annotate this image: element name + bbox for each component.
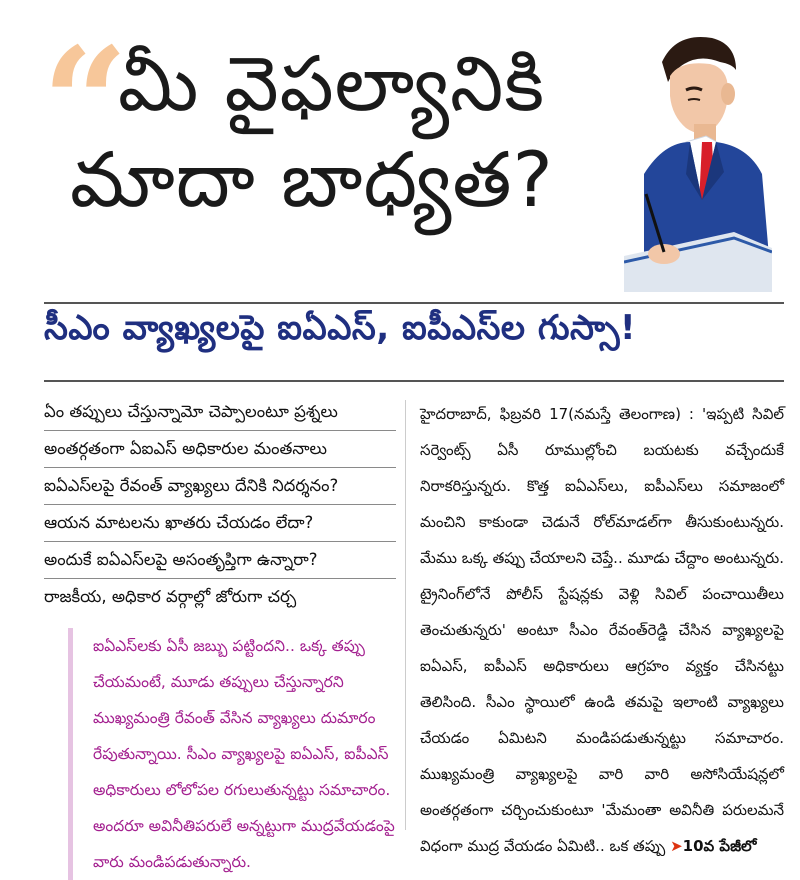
highlight-item: అంతర్గతంగా ఏఐఎస్ అధికారుల మంతనాలు bbox=[44, 431, 396, 468]
businessman-illustration bbox=[624, 24, 772, 292]
highlight-item: ఐఏఎస్‌లపై రేవంత్ వ్యాఖ్యలు దేనికి నిదర్శనం? bbox=[44, 468, 396, 505]
middle-divider bbox=[44, 380, 784, 382]
top-divider bbox=[44, 302, 784, 304]
continue-arrow-icon: ➤ bbox=[670, 837, 683, 855]
article-text: 'ఇప్పటి సివిల్ సర్వెంట్స్ ఏసీ రూముల్లోంచి బయటకు వచ్చేందుకే నిరాకరిస్తున్నరు. కొత్త ఐఏఎస్‌లు, ఐపీఎస్‌లు సమాజంలో మంచిని కాకుండా చెడునే రోల్‌మాడల్‌గా తీసుకుంటున్నరు. మేము ఒక్క తప్పు చేయాలని చెప్తే.. మూడు చేద్దాం అంటున్నరు. ట్రైనింగ్‌లోనే పోలీస్ స్టేషన్లకు వెళ్లి సివిల్ పంచాయితీలు తెంచుతున్నరు' అంటూ సీఎం రేవంత్‌రెడ్డి చేసిన వ్యాఖ్యలపై ఐఏఎస్, ఐపీఎస్ అధికారులు ఆగ్రహం వ్యక్తం చేసినట్టు తెలిసింది. సీఎం స్థాయిలో ఉండి తమపై ఇలాంటి వ్యాఖ్యలు చేయడం ఏమిటని మండిపడుతున్నట్టు సమాచారం. ముఖ్యమంత్రి వ్యాఖ్యలపై వారి వారి అసోసియేషన్లలో అంతర్గతంగా చర్చించుకుంటూ 'మేమంతా అవినీతి పరులమనే విధంగా ముద్ర వేయడం ఏమిటి.. ఒక తప్పు bbox=[420, 405, 784, 855]
quote-mark-icon: “ bbox=[42, 15, 129, 191]
dateline: హైదరాబాద్, ఫిబ్రవరి 17(నమస్తే తెలంగాణ) : bbox=[420, 405, 694, 423]
continued-reference bbox=[670, 837, 756, 855]
article-body bbox=[420, 396, 784, 864]
highlight-item: ఏం తప్పులు చేస్తున్నామో చెప్పాలంటూ ప్రశ్నలు bbox=[44, 394, 396, 431]
headline-line-1: మీ వైఫల్యానికి bbox=[118, 39, 546, 128]
headline-line-2: మాదా బాధ్యత? bbox=[70, 135, 554, 224]
continued-label: 10వ పేజీలో bbox=[682, 837, 757, 855]
column-divider bbox=[405, 400, 406, 830]
highlight-item: రాజకీయ, అధికార వర్గాల్లో జోరుగా చర్చ bbox=[44, 587, 297, 606]
highlight-list bbox=[44, 394, 396, 615]
headline bbox=[70, 36, 618, 228]
summary-paragraph: ఐఏఎస్‌లకు ఏసీ జబ్బు పట్టిందని.. ఒక్క తప్పు చేయమంటే, మూడు తప్పులు చేస్తున్నారని ముఖ్యమంత్రి రేవంత్ వేసిన వ్యాఖ్యలు దుమారం రేపుతున్నాయి. సీఎం వ్యాఖ్యలపై ఐఏఎస్, ఐపీఎస్ అధికారులు లోలోపల రగులుతున్నట్టు సమాచారం. అందరూ అవినీతిపరులే అన్నట్టుగా ముద్రవేయడంపై వారు మండిపడుతున్నారు. bbox=[68, 628, 423, 880]
sub-headline: సీఎం వ్యాఖ్యలపై ఐఏఎస్, ఐపీఎస్‌ల గుస్సా! bbox=[44, 308, 636, 348]
highlight-item: అందుకే ఐఏఎస్‌లపై అసంతృప్తిగా ఉన్నారా? bbox=[44, 542, 396, 579]
highlight-item: ఆయన మాటలను ఖాతరు చేయడం లేదా? bbox=[44, 505, 396, 542]
